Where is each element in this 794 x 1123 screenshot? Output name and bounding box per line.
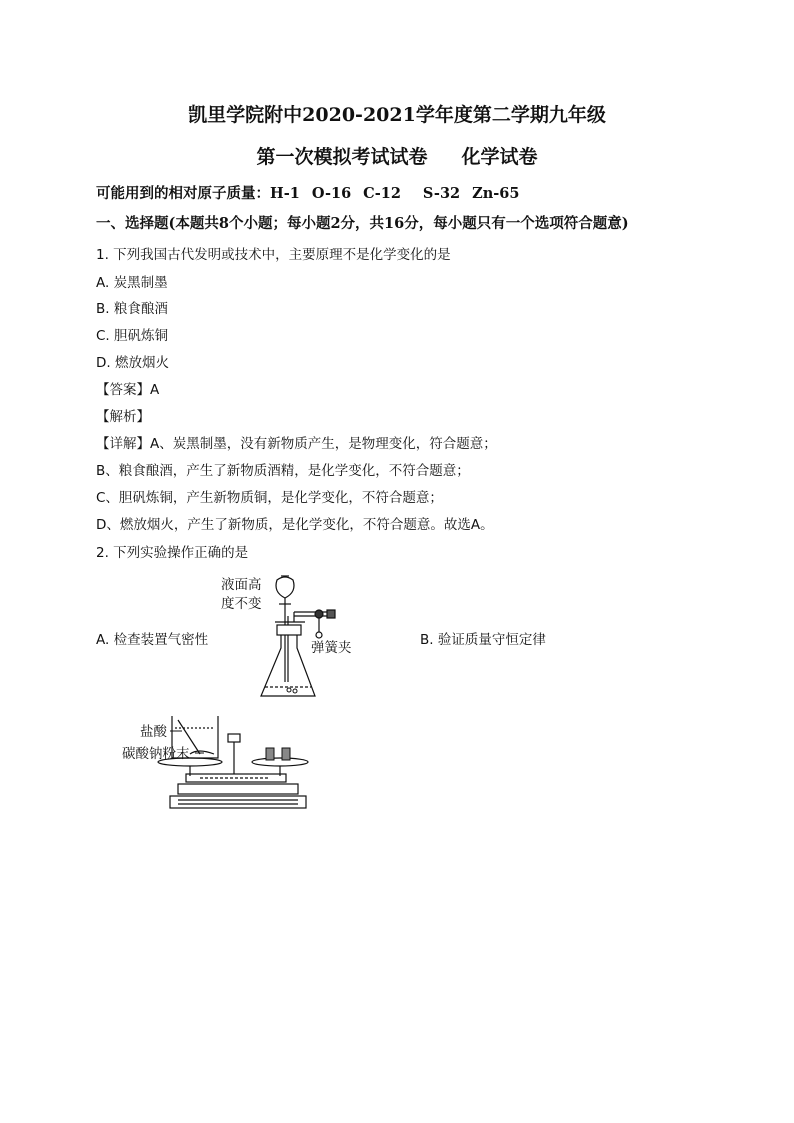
atomic-mass-line xyxy=(96,182,531,203)
exam-title-line1: 凯里学院附中2020-2021学年度第二学期九年级 xyxy=(188,104,606,126)
balance-experiment-figure xyxy=(120,708,320,813)
q1-analysis-tag: 【解析】 xyxy=(96,409,150,425)
q1-stem: 1. 下列我国古代发明或技术中，主要原理不是化学变化的是 xyxy=(96,247,451,263)
q1-option-b: B. 粮食酿酒 xyxy=(96,301,168,317)
exam-title-left: 第一次模拟考试试卷 xyxy=(256,146,428,168)
answer-tag: 【答案】 xyxy=(96,382,150,398)
atomic-mass-h: H-1 xyxy=(270,185,300,202)
q1-detail-c: C、胆矾炼铜，产生新物质铜，是化学变化，不符合题意； xyxy=(96,490,443,506)
q2-stem: 2. 下列实验操作正确的是 xyxy=(96,545,249,561)
q1-option-c: C. 胆矾炼铜 xyxy=(96,328,169,344)
atomic-mass-o: O-16 xyxy=(311,185,352,202)
q1-detail-d: D、燃放烟火，产生了新物质，是化学变化，不符合题意。故选A。 xyxy=(96,517,494,533)
q1-detail-a: 【详解】A、炭黑制墨，没有新物质产生，是物理变化，符合题意； xyxy=(96,436,497,452)
bubble-icon xyxy=(287,688,291,692)
bubble-icon xyxy=(293,689,297,693)
exam-title-right: 化学试卷 xyxy=(461,146,538,168)
fig-a-label-1: 液面高 xyxy=(221,577,262,593)
airtightness-apparatus-figure xyxy=(215,570,375,705)
fig-b-label-2: 碳酸钠粉末 xyxy=(122,746,190,762)
q1-detail-b: B、粮食酿酒，产生了新物质酒精，是化学变化，不符合题意； xyxy=(96,463,470,479)
exam-title-line2 xyxy=(0,142,794,169)
q1-option-d: D. 燃放烟火 xyxy=(96,355,169,371)
atomic-mass-c: C-12 xyxy=(363,185,401,202)
fig-a-label-2: 度不变 xyxy=(221,596,262,612)
q1-option-a: A. 炭黑制墨 xyxy=(96,275,168,291)
atomic-mass-s: S-32 xyxy=(422,185,461,202)
section-heading: 一、选择题(本题共8个小题；每小题2分，共16分，每小题只有一个选项符合题意) xyxy=(96,215,629,232)
atomic-mass-label: 可能用到的相对原子质量： xyxy=(96,185,270,202)
answer-value: A xyxy=(150,382,160,398)
fig-b-label-1: 盐酸 xyxy=(140,724,167,740)
q2-option-b: B. 验证质量守恒定律 xyxy=(420,632,546,648)
fig-a-label-3: 弹簧夹 xyxy=(311,640,352,656)
atomic-mass-zn: Zn-65 xyxy=(472,185,520,202)
q2-option-a: A. 检查装置气密性 xyxy=(96,632,209,648)
q1-answer xyxy=(96,378,159,398)
